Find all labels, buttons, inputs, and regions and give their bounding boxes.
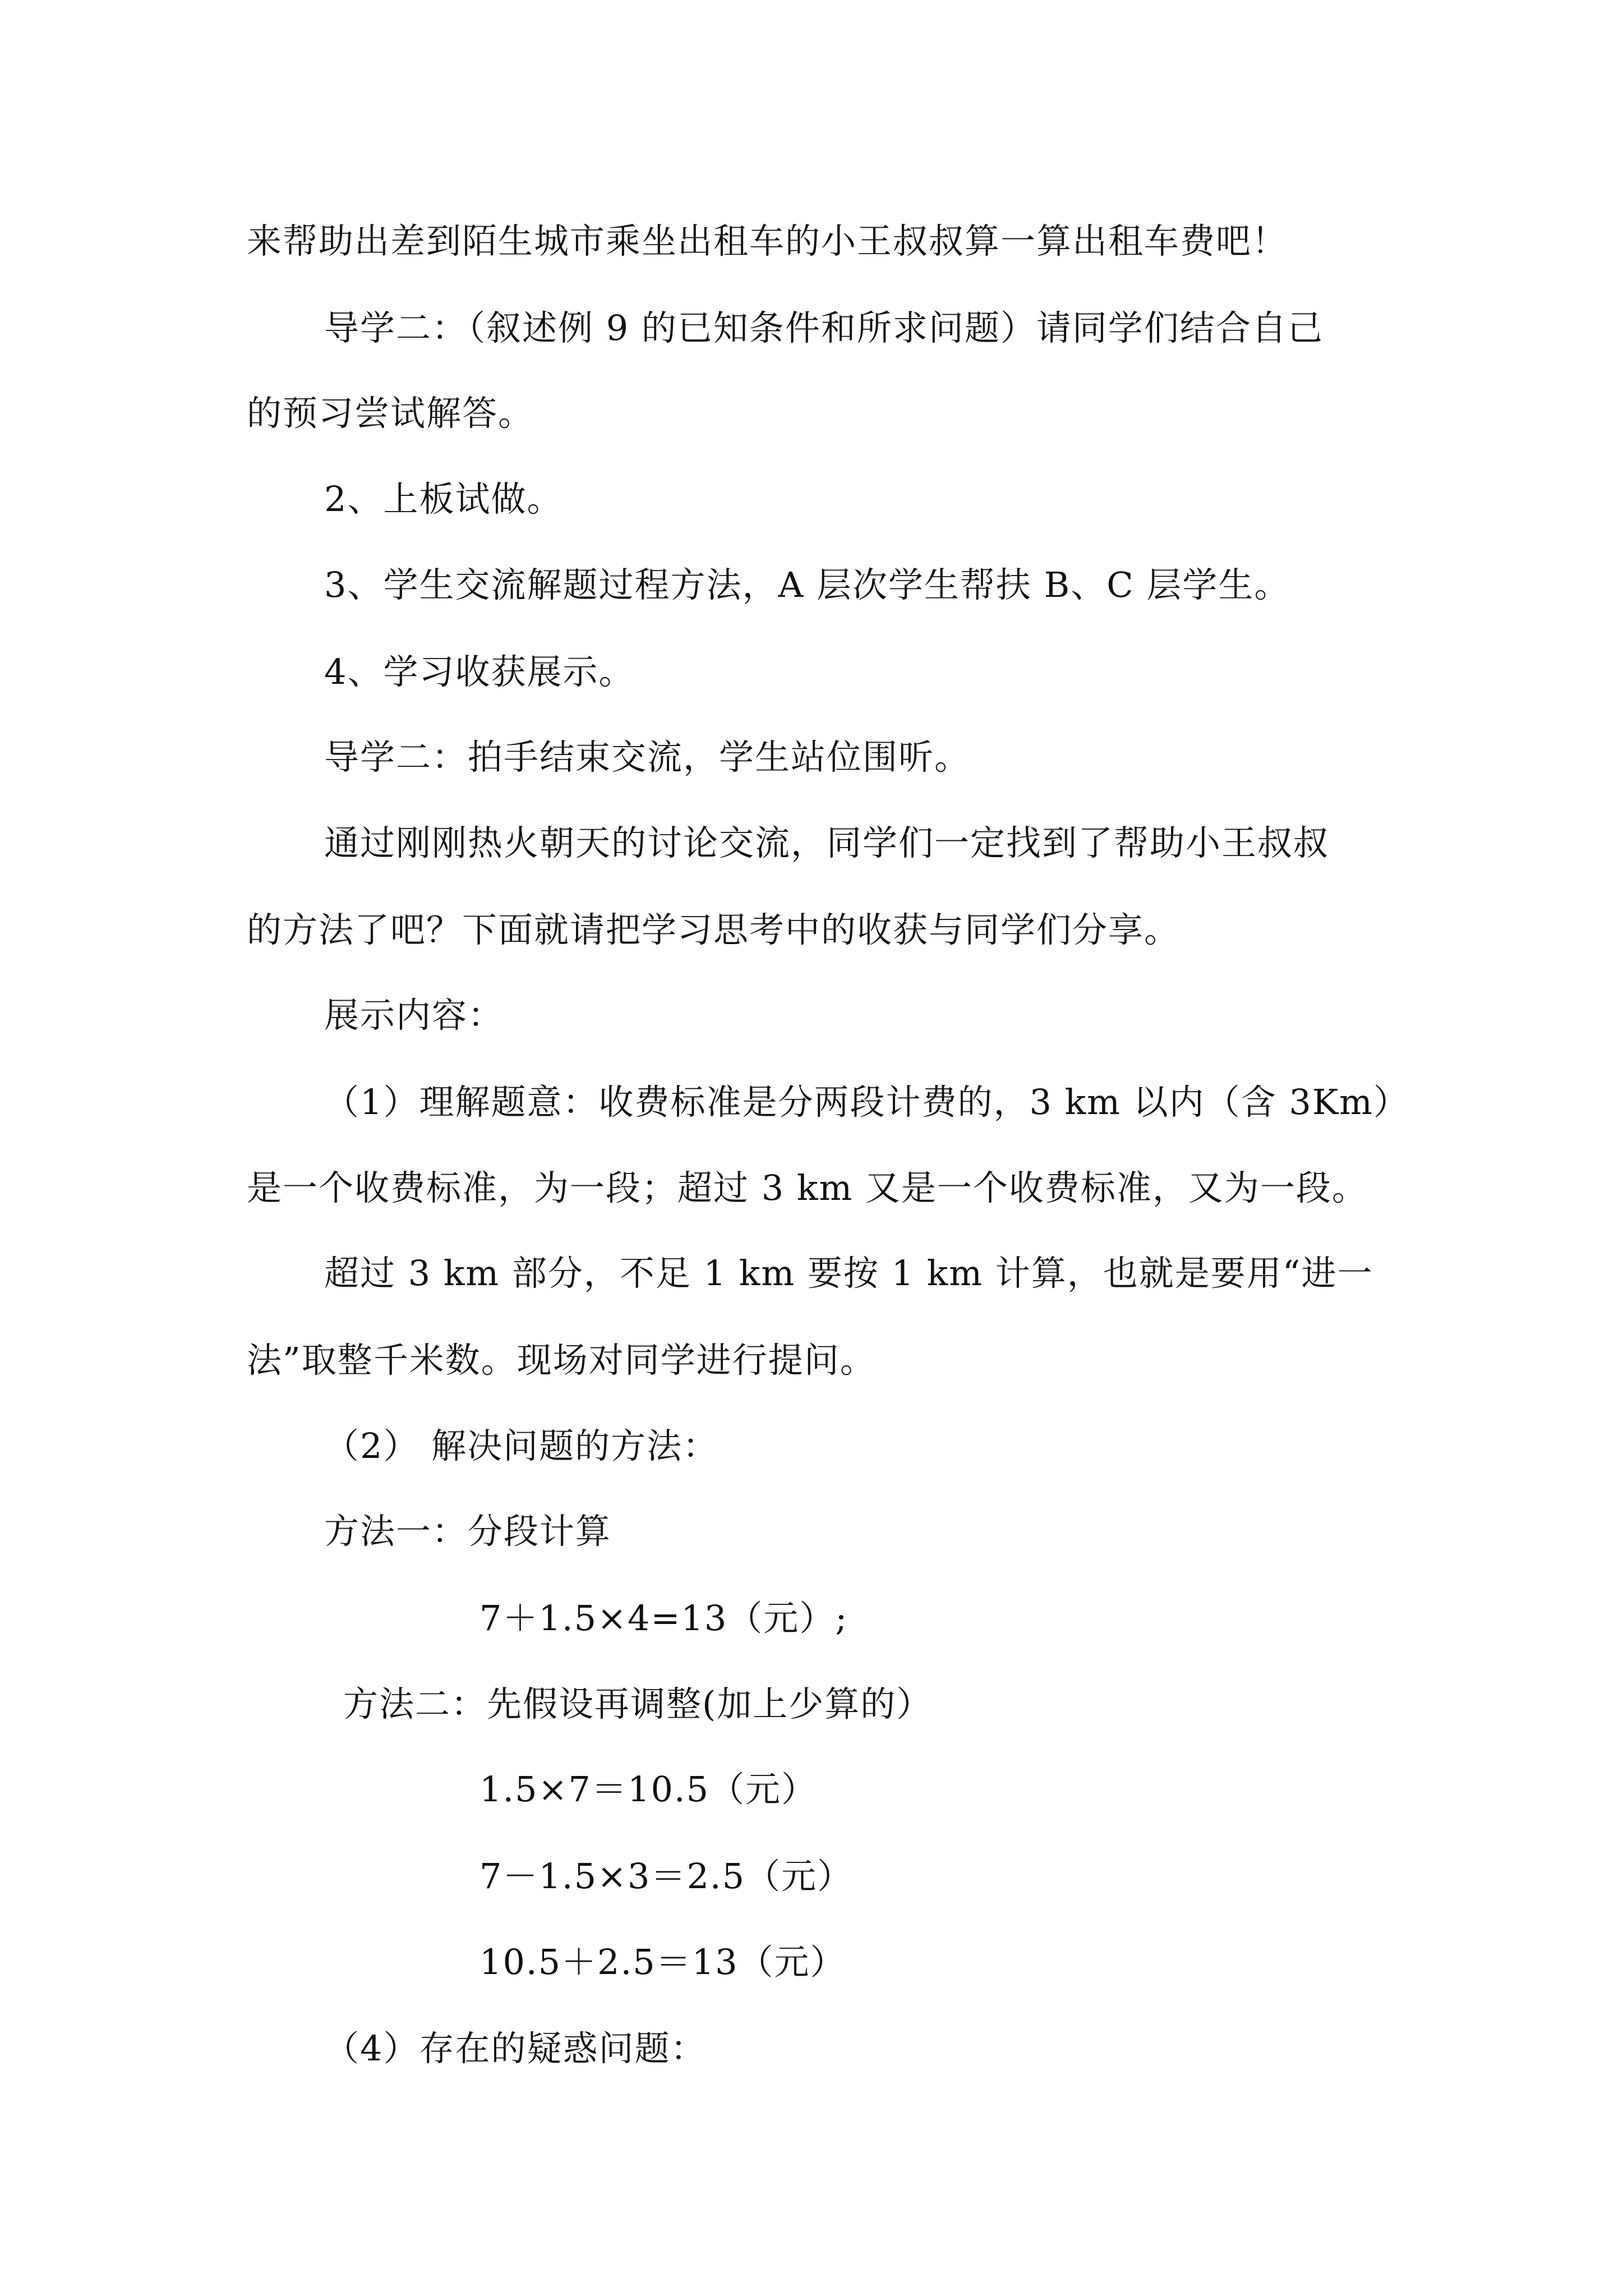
- text-line: 方法二：先假设再调整(加上少算的）: [343, 1683, 933, 1724]
- text-line: 是一个收费标准，为一段；超过 3 km 又是一个收费标准，又为一段。: [247, 1167, 1368, 1208]
- text-line: 方法一：分段计算: [324, 1511, 612, 1552]
- text-line: 通过刚刚热火朝天的讨论交流，同学们一定找到了帮助小王叔叔: [324, 822, 1330, 863]
- text-line: 的方法了吧？下面就请把学习思考中的收获与同学们分享。: [247, 909, 1181, 950]
- text-line: 导学二：（叙述例 9 的已知条件和所求问题）请同学们结合自己: [324, 307, 1324, 348]
- text-line: 超过 3 km 部分，不足 1 km 要按 1 km 计算，也就是要用“进一: [324, 1253, 1373, 1294]
- text-line: 来帮助出差到陌生城市乘坐出租车的小王叔叔算一算出租车费吧！: [247, 220, 1288, 261]
- text-line: 3、学生交流解题过程方法，A 层次学生帮扶 B、C 层学生。: [324, 564, 1290, 605]
- formula-line: 7＋1.5×4=13（元）;: [479, 1598, 849, 1639]
- text-line: （2） 解决问题的方法：: [324, 1425, 719, 1466]
- text-line: 2、上板试做。: [324, 478, 563, 519]
- text-line: 展示内容：: [324, 995, 504, 1036]
- formula-line: 10.5＋2.5＝13（元）: [479, 1941, 846, 1982]
- formula-line: 7－1.5×3＝2.5（元）: [479, 1856, 854, 1897]
- formula-line: 1.5×7＝10.5（元）: [479, 1769, 818, 1810]
- text-line: 的预习尝试解答。: [247, 393, 534, 434]
- text-line: 法”取整千米数。现场对同学进行提问。: [247, 1340, 876, 1381]
- text-line: （4）存在的疑惑问题：: [324, 2028, 707, 2069]
- text-line: 导学二：拍手结束交流，学生站位围听。: [324, 737, 971, 777]
- text-line: （1）理解题意：收费标准是分两段计费的，3 km 以内（含 3Km）: [324, 1082, 1409, 1122]
- text-line: 4、学习收获展示。: [324, 651, 635, 692]
